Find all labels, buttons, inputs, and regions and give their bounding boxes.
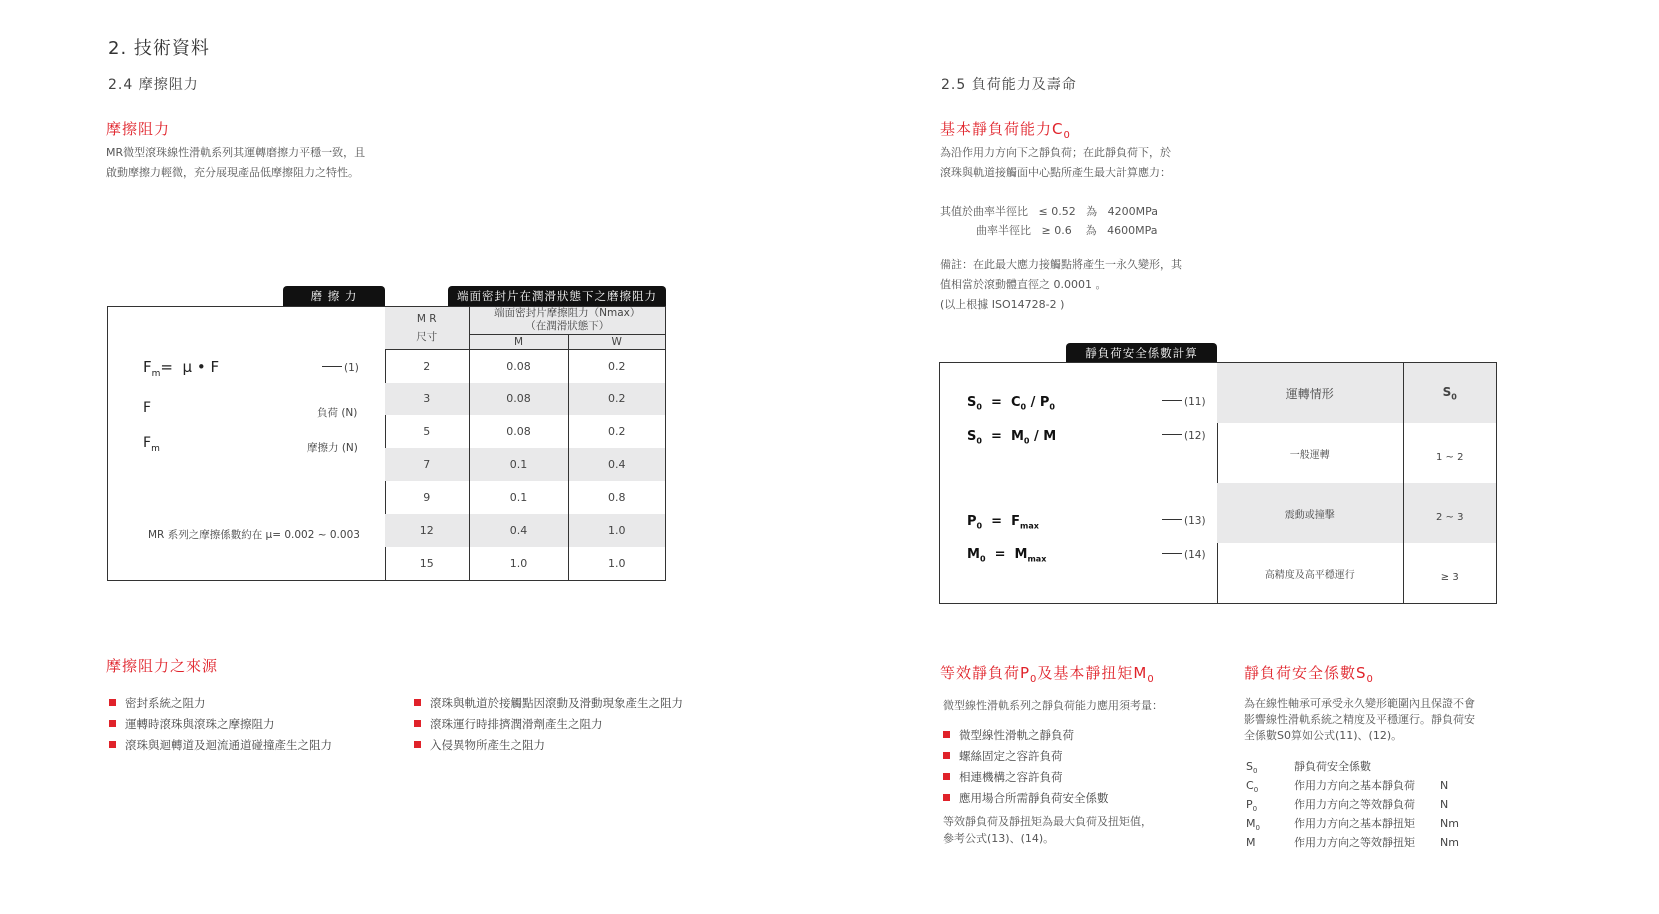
symbol: P xyxy=(1246,798,1253,811)
sources-list-2 xyxy=(414,693,683,756)
f-lhs-sub: 0 xyxy=(976,402,982,412)
safety-factor-title xyxy=(1244,662,1374,685)
bullet-icon xyxy=(109,720,116,727)
safety-formula-box xyxy=(939,362,1218,604)
f-rhs-sub: 0 xyxy=(1023,436,1030,446)
col-s0-header xyxy=(1403,363,1496,423)
formula-ref-1-label: (1) xyxy=(344,362,359,374)
cell-size: 2 xyxy=(385,350,469,383)
table-row xyxy=(385,514,665,547)
table-row xyxy=(385,350,665,383)
remark-line: 值相當於滾動體直徑之 0.0001 。 xyxy=(940,278,1107,291)
formula-ref-label: (14) xyxy=(1184,549,1206,561)
equiv-foot-line: 參考公式(13)、(14)。 xyxy=(943,832,1055,845)
cell-m: 1.0 xyxy=(469,547,568,580)
cell-w: 0.2 xyxy=(608,359,626,373)
list-item-text: 入侵異物所產生之阻力 xyxy=(430,738,545,752)
friction-desc-line: 啟動摩擦力輕微，充分展現產品低摩擦阻力之特性。 xyxy=(106,166,359,179)
list-item xyxy=(414,714,683,735)
cell-m: 0.1 xyxy=(469,481,568,514)
safety-factor-desc xyxy=(1244,696,1475,744)
list-item xyxy=(414,693,683,714)
symbol: C xyxy=(1246,779,1254,792)
bullet-icon xyxy=(943,752,950,759)
formula-ref-14 xyxy=(1162,549,1206,561)
cell-w: 0.2 xyxy=(608,425,626,439)
formula-12 xyxy=(967,429,1056,446)
f-rhs: = M xyxy=(994,547,1028,562)
symbol-row xyxy=(1246,776,1506,795)
remark xyxy=(940,255,1182,315)
formula-ref-12 xyxy=(1162,430,1206,442)
symbol-unit: Nm xyxy=(1440,817,1459,830)
symbol-sub: 0 xyxy=(1253,786,1259,795)
f-lhs: M xyxy=(967,547,980,562)
symbol: M xyxy=(1246,836,1256,849)
table-row xyxy=(385,448,665,481)
safety-table xyxy=(1217,362,1497,604)
list-item xyxy=(109,735,332,756)
static-load-title-sub: 0 xyxy=(1063,130,1071,141)
list-item-text: 運轉時滾珠與滾珠之摩擦阻力 xyxy=(125,717,275,731)
symbol-desc: 作用力方向之等效靜負荷 xyxy=(1294,798,1415,811)
cell-condition: 高精度及高平穩運行 xyxy=(1217,543,1403,603)
symbol-desc: 作用力方向之等效靜扭矩 xyxy=(1294,836,1415,849)
subsection-load: 2.5 負荷能力及壽命 xyxy=(941,77,1077,93)
formula-ref-13 xyxy=(1162,515,1206,527)
list-item xyxy=(943,788,1109,809)
col-mr-label: M R xyxy=(416,312,437,325)
symbol-sub: 0 xyxy=(1252,767,1258,776)
formula-fm-sub: m xyxy=(151,369,161,379)
symbol-row xyxy=(1246,833,1506,852)
cell-s0: ≥ 3 xyxy=(1440,571,1459,583)
formula-13 xyxy=(967,514,1039,531)
equiv-title-sub2: 0 xyxy=(1147,674,1155,685)
tab-safety-calc: 靜負荷安全係數計算 xyxy=(1066,343,1217,363)
cell-w: 0.8 xyxy=(608,491,626,505)
formula-ref-label: (12) xyxy=(1184,430,1206,442)
var-fm-sub: m xyxy=(151,443,160,454)
f-lhs: S xyxy=(967,395,977,410)
symbol-sub: 0 xyxy=(1252,805,1258,814)
equiv-title-sub: 0 xyxy=(1030,674,1038,685)
f-rhs-rest: / M xyxy=(1029,429,1057,444)
symbol-unit: Nm xyxy=(1440,836,1459,849)
col-force-header xyxy=(469,307,665,334)
f-rhs: = C xyxy=(991,395,1021,410)
sources-list-1 xyxy=(109,693,332,756)
col-mr-header xyxy=(385,307,469,350)
table-row xyxy=(1217,483,1496,543)
friction-desc xyxy=(106,143,365,183)
static-load-title-text: 基本靜負荷能力C xyxy=(940,120,1064,138)
symbol-unit: N xyxy=(1440,779,1449,792)
sf-desc-line: 為在線性軸承可承受永久變形範圍內且保證不會 xyxy=(1244,697,1475,710)
formula-fm xyxy=(143,358,219,379)
equiv-title-rest: 及基本靜扭矩M xyxy=(1037,664,1148,682)
bullet-icon xyxy=(109,741,116,748)
symbol-desc: 靜負荷安全係數 xyxy=(1294,760,1371,773)
remark-line: 備註：在此最大應力接觸點將產生一永久變形，其 xyxy=(940,258,1182,271)
bullet-icon xyxy=(943,731,950,738)
list-item xyxy=(109,714,332,735)
bullet-icon xyxy=(414,699,421,706)
friction-title: 摩擦阻力 xyxy=(106,120,171,138)
list-item-text: 滾珠運行時排擠潤滑劑產生之阻力 xyxy=(430,717,603,731)
f-rhs-sub2: 0 xyxy=(1049,402,1055,412)
list-item-text: 密封系統之阻力 xyxy=(125,696,206,710)
curvature-line-1: 其值於曲率半徑比 ≤ 0.52 為 4200MPa xyxy=(940,205,1159,218)
list-item-text: 滾珠與軌道於接觸點因滾動及滑動現象產生之阻力 xyxy=(430,696,683,710)
static-desc-line: 為沿作用力方向下之靜負荷；在此靜負荷下，於 xyxy=(940,146,1171,159)
cell-size: 9 xyxy=(385,481,469,514)
curvature-line-2: 曲率半徑比 ≥ 0.6 為 4600MPa xyxy=(976,224,1158,237)
col-force-label-2: （在潤滑狀態下） xyxy=(525,320,610,333)
symbol-row xyxy=(1246,757,1506,776)
f-rhs-sub: max xyxy=(1020,521,1039,531)
formula-ref-label: (11) xyxy=(1184,396,1206,408)
col-w-header: W xyxy=(568,334,665,349)
equiv-foot xyxy=(943,813,1152,847)
formula-fm-rest: = μ • F xyxy=(160,358,220,376)
cell-s0: 1 ~ 2 xyxy=(1436,451,1464,463)
equiv-foot-line: 等效靜負荷及靜扭矩為最大負荷及扭矩值， xyxy=(943,815,1152,828)
cell-size: 3 xyxy=(385,383,469,416)
cell-size: 5 xyxy=(385,415,469,448)
f-lhs-sub: 0 xyxy=(976,436,982,446)
var-fm-desc: 摩擦力 (N) xyxy=(307,442,358,454)
cell-w: 0.4 xyxy=(608,458,626,472)
symbol: S xyxy=(1246,760,1253,773)
bullet-icon xyxy=(414,741,421,748)
formula-ref-1 xyxy=(322,362,359,374)
table-row xyxy=(385,383,665,416)
equiv-list xyxy=(943,725,1109,809)
cell-m: 0.08 xyxy=(469,350,568,383)
cell-size: 15 xyxy=(385,547,469,580)
cell-m: 0.08 xyxy=(469,415,568,448)
col-size-label: 尺寸 xyxy=(416,330,438,343)
col-m-header: M xyxy=(469,334,568,349)
static-desc-line: 滾珠與軌道接觸面中心點所產生最大計算應力： xyxy=(940,166,1171,179)
sf-desc-line: 全係數S0算如公式(11)、(12)。 xyxy=(1244,729,1403,742)
list-item-text: 滾珠與迴轉道及迴流通道碰撞產生之阻力 xyxy=(125,738,332,752)
sf-title-text: 靜負荷安全係數S xyxy=(1244,664,1367,682)
cell-w: 1.0 xyxy=(608,524,626,538)
f-lhs: P xyxy=(967,514,977,529)
f-rhs-rest: / P xyxy=(1026,395,1050,410)
symbol-row xyxy=(1246,795,1506,814)
list-item xyxy=(414,735,683,756)
cell-condition: 一般運轉 xyxy=(1217,423,1403,483)
symbol-unit: N xyxy=(1440,798,1449,811)
f-lhs: S xyxy=(967,429,977,444)
subsection-friction: 2.4 摩擦阻力 xyxy=(108,77,199,93)
table-row xyxy=(1217,423,1496,483)
symbol-sub: 0 xyxy=(1255,824,1260,833)
formula-ref-11 xyxy=(1162,396,1206,408)
list-item-text: 相連機構之容許負荷 xyxy=(959,770,1063,784)
table-row xyxy=(385,547,665,580)
static-load-title xyxy=(940,118,1071,141)
symbol-list xyxy=(1246,757,1506,852)
list-item xyxy=(943,767,1109,788)
friction-desc-line: MR微型滾珠線性滑軌系列其運轉磨擦力平穩一致，且 xyxy=(106,146,366,159)
equiv-load-title xyxy=(940,662,1155,685)
var-f-desc: 負荷 (N) xyxy=(317,407,358,419)
symbol-desc: 作用力方向之基本靜負荷 xyxy=(1294,779,1415,792)
formula-ref-label: (13) xyxy=(1184,515,1206,527)
formula-fm-symbol: F xyxy=(143,358,152,376)
tab-seal-friction: 端面密封片在潤滑狀態下之磨擦阻力 xyxy=(448,286,666,306)
formula-11 xyxy=(967,395,1055,412)
bullet-icon xyxy=(414,720,421,727)
symbol-desc: 作用力方向之基本靜扭矩 xyxy=(1294,817,1415,830)
f-rhs-sub: 0 xyxy=(1020,402,1027,412)
equiv-intro: 微型線性滑軌系列之靜負荷能力應用須考量： xyxy=(943,699,1163,712)
f-lhs-sub: 0 xyxy=(976,521,983,531)
cell-m: 0.1 xyxy=(469,448,568,481)
f-rhs-sub: max xyxy=(1027,554,1047,564)
cell-m: 0.4 xyxy=(469,514,568,547)
bullet-icon xyxy=(109,699,116,706)
remark-line: (以上根據 ISO14728-2 ) xyxy=(940,298,1065,311)
section-title: 2. 技術資料 xyxy=(108,38,210,59)
seal-friction-table xyxy=(385,306,666,581)
f-rhs: = M xyxy=(991,429,1024,444)
symbol: M xyxy=(1246,817,1256,830)
cell-size: 7 xyxy=(385,448,469,481)
bullet-icon xyxy=(943,794,950,801)
cell-w: 0.2 xyxy=(608,392,626,406)
cell-s0: 2 ~ 3 xyxy=(1436,511,1464,523)
var-fm-symbol: F xyxy=(143,435,152,451)
var-f: F xyxy=(143,400,152,416)
table-row xyxy=(385,481,665,514)
list-item-text: 微型線性滑軌之靜負荷 xyxy=(959,728,1074,742)
friction-coef-note: MR 系列之摩擦係數約在 μ= 0.002 ~ 0.003 xyxy=(148,529,360,541)
static-load-desc xyxy=(940,143,1171,183)
equiv-title-text: 等效靜負荷P xyxy=(940,664,1031,682)
cell-size: 12 xyxy=(385,514,469,547)
cell-m: 0.08 xyxy=(469,383,568,416)
col-s0-label: S xyxy=(1442,384,1452,399)
cell-w: 1.0 xyxy=(608,557,626,570)
symbol-row xyxy=(1246,814,1506,833)
col-s0-sub: 0 xyxy=(1451,392,1457,402)
formula-14 xyxy=(967,547,1046,564)
sources-title: 摩擦阻力之來源 xyxy=(106,657,219,675)
list-item xyxy=(943,725,1109,746)
table-row xyxy=(385,415,665,448)
bullet-icon xyxy=(943,773,950,780)
col-condition-header: 運轉情形 xyxy=(1217,363,1403,423)
friction-formula-box xyxy=(107,306,386,581)
var-fm xyxy=(143,435,160,454)
col-force-label: 端面密封片摩擦阻力（Nmax） xyxy=(494,307,641,320)
list-item xyxy=(943,746,1109,767)
f-rhs: = F xyxy=(991,514,1020,529)
f-lhs-sub: 0 xyxy=(979,554,986,564)
cell-condition: 震動或撞擊 xyxy=(1217,483,1403,543)
table-row xyxy=(1217,543,1496,603)
list-item-text: 應用場合所需靜負荷安全係數 xyxy=(959,791,1109,805)
list-item xyxy=(109,693,332,714)
sf-title-sub: 0 xyxy=(1366,674,1374,685)
tab-friction: 磨 擦 力 xyxy=(283,286,385,306)
list-item-text: 螺絲固定之容許負荷 xyxy=(959,749,1063,763)
sf-desc-line: 影響線性滑軌系統之精度及平穩運行。靜負荷安 xyxy=(1244,713,1475,726)
